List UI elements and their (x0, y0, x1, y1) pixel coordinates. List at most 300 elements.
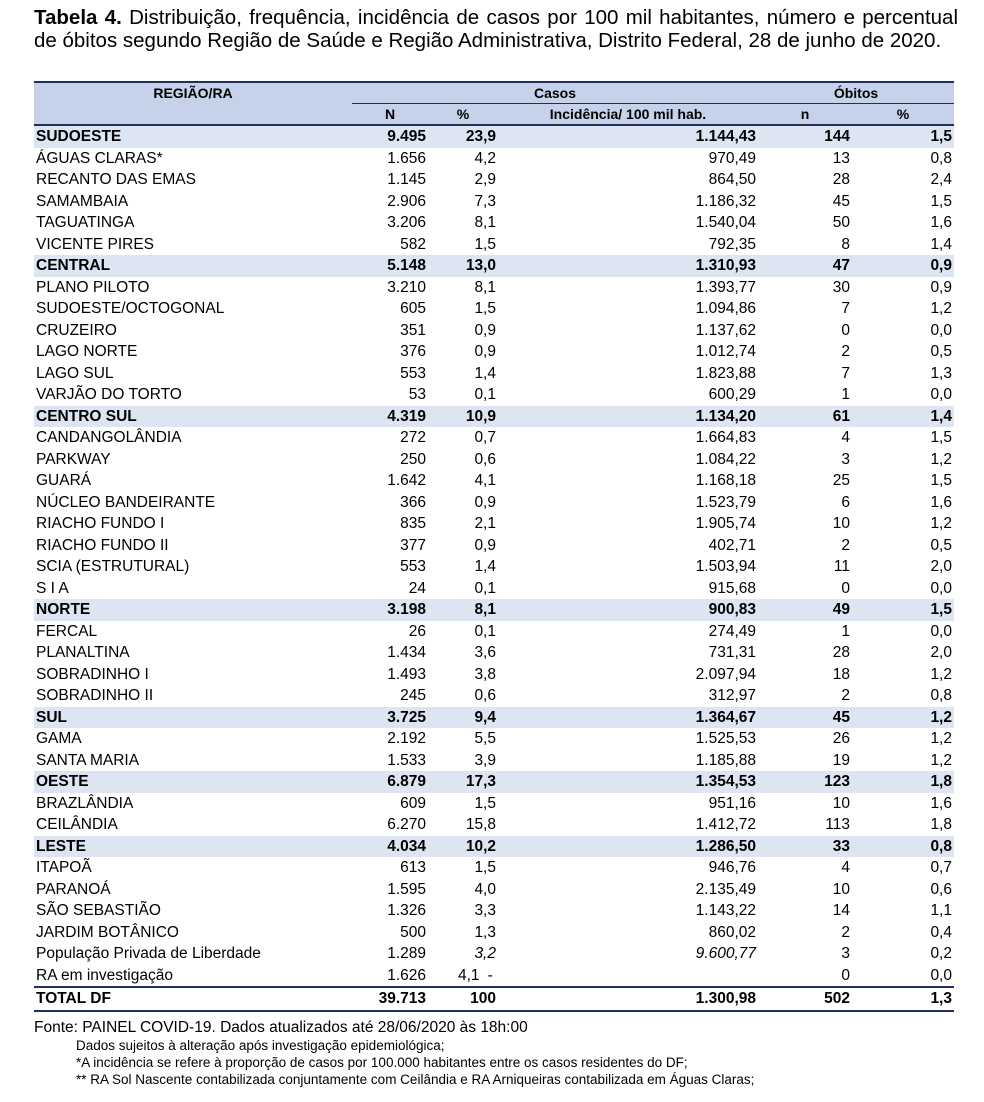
caption-label: Tabela 4. (34, 6, 122, 29)
cell-obitos-n: 3 (841, 945, 850, 963)
cell-obitos-n: 30 (832, 278, 850, 296)
cell-incidencia: 1.012,74 (695, 343, 756, 361)
cell-pct: 1,4 (474, 364, 496, 382)
cell-n: 245 (400, 687, 426, 705)
table-row (34, 943, 954, 965)
cell-incidencia: 860,02 (708, 923, 756, 941)
cell-n: 553 (400, 364, 426, 382)
table-row (34, 900, 954, 922)
cell-pct: 7,3 (474, 192, 496, 210)
cell-name: CANDANGOLÂNDIA (36, 429, 182, 447)
cell-pct: 0,9 (474, 321, 496, 339)
cell-obitos-n: 2 (841, 687, 850, 705)
table-row (34, 965, 954, 988)
cell-obitos-n: 33 (758, 836, 852, 858)
cell-obitos-n: 6 (841, 493, 850, 511)
cell-obitos-n: 4 (841, 859, 850, 877)
cell-obitos-n: 50 (832, 214, 850, 232)
table-row (34, 277, 954, 299)
cell-obitos-n: 10 (832, 880, 850, 898)
cell-name: SCIA (ESTRUTURAL) (36, 558, 190, 576)
cell-name: SAMAMBAIA (36, 192, 129, 210)
cell-name: População Privada de Liberdade (36, 945, 261, 963)
cell-n: 1.642 (387, 472, 426, 490)
cell-obitos-pct: 1,2 (930, 450, 952, 468)
cell-obitos-n: 8 (841, 235, 850, 253)
cell-obitos-n: 4 (841, 429, 850, 447)
cell-obitos-n: 10 (832, 515, 850, 533)
cell-pct: 3,6 (474, 644, 496, 662)
cell-obitos-n: 1 (841, 386, 850, 404)
cell-obitos-pct: 1,5 (852, 599, 954, 621)
cell-obitos-n: 144 (758, 125, 852, 148)
cell-pct: 3,2 (474, 945, 496, 963)
cell-pct: 2,1 (474, 515, 496, 533)
cell-obitos-pct: 1,6 (930, 794, 952, 812)
cell-n: 272 (400, 429, 426, 447)
cell-incidencia: 1.137,62 (695, 321, 756, 339)
cell-obitos-pct: 0,0 (930, 966, 952, 984)
cell-pct: 13,0 (428, 255, 498, 277)
cell-incidencia: 1.523,79 (695, 493, 756, 511)
cell-pct: 1,5 (474, 300, 496, 318)
cell-obitos-pct: 0,2 (930, 945, 952, 963)
cell-incidencia: 1.168,18 (695, 472, 756, 490)
cell-name: CENTRO SUL (34, 406, 352, 428)
cell-obitos-pct: 0,0 (930, 579, 952, 597)
cell-incidencia: 1.094,86 (695, 300, 756, 318)
cell-name: SUDOESTE (34, 125, 352, 148)
cell-pct: 4,2 (474, 149, 496, 167)
cell-obitos-n: 49 (758, 599, 852, 621)
header-casos: Casos (352, 82, 758, 104)
cell-name: VARJÃO DO TORTO (36, 386, 182, 404)
cell-n: 250 (400, 450, 426, 468)
cell-obitos-pct: 1,4 (930, 235, 952, 253)
cell-obitos-pct: 1,2 (930, 300, 952, 318)
cell-n: 835 (400, 515, 426, 533)
table-row (34, 621, 954, 643)
table-row (34, 298, 954, 320)
cell-n: 26 (408, 622, 426, 640)
cell-n: 582 (400, 235, 426, 253)
header-pct: % (428, 104, 498, 126)
footnote-note1: Dados sujeitos à alteração após investigação epidemiológica; (76, 1038, 445, 1053)
cell-incidencia: 1.134,20 (498, 406, 758, 428)
cell-obitos-n: 11 (833, 558, 850, 576)
cell-pct: 4,0 (474, 880, 496, 898)
cell-obitos-n: 7 (841, 300, 850, 318)
cell-n: 39.713 (352, 987, 428, 1011)
table-row (34, 212, 954, 234)
cell-incidencia: 1.185,88 (695, 751, 756, 769)
cell-incidencia: 731,31 (708, 644, 756, 662)
cell-incidencia: 1.540,04 (695, 214, 756, 232)
cell-n: 613 (400, 859, 426, 877)
cell-incidencia: 951,16 (708, 794, 756, 812)
cell-n: 1.595 (387, 880, 426, 898)
total-row (34, 987, 954, 1011)
cell-n: 4.319 (352, 406, 428, 428)
cell-n: 3.206 (387, 214, 426, 232)
cell-n: 1.145 (387, 171, 426, 189)
cell-pct: 17,3 (428, 771, 498, 793)
cell-pct: 4,1 - (458, 966, 493, 984)
cell-n: 4.034 (352, 836, 428, 858)
cell-obitos-pct: 0,4 (930, 923, 952, 941)
cell-obitos-pct: 1,6 (930, 493, 952, 511)
header-obitos: Óbitos (758, 82, 954, 104)
cell-incidencia: 1.354,53 (498, 771, 758, 793)
table-row (34, 922, 954, 944)
cell-pct: 3,9 (474, 751, 496, 769)
table-row (34, 384, 954, 406)
cell-obitos-n: 25 (832, 472, 850, 490)
cell-obitos-n: 14 (832, 902, 850, 920)
cell-pct: 1,5 (474, 235, 496, 253)
cell-pct: 0,9 (474, 343, 496, 361)
cell-name: CRUZEIRO (36, 321, 117, 339)
cell-obitos-n: 1 (841, 622, 850, 640)
region-row (34, 771, 954, 793)
cell-obitos-pct: 1,3 (930, 364, 952, 382)
cell-n: 605 (400, 300, 426, 318)
cell-name: SANTA MARIA (36, 751, 140, 769)
cell-obitos-pct: 1,2 (930, 665, 952, 683)
cell-incidencia: 1.823,88 (695, 364, 756, 382)
cell-incidencia: 1.525,53 (695, 730, 756, 748)
cell-obitos-pct: 1,5 (852, 125, 954, 148)
cell-name: RA em investigação (36, 966, 173, 984)
cell-n: 3.198 (352, 599, 428, 621)
cell-name: LAGO SUL (36, 364, 114, 382)
cell-obitos-pct: 1,2 (930, 515, 952, 533)
cell-incidencia: 1.286,50 (498, 836, 758, 858)
cell-incidencia: 915,68 (708, 579, 756, 597)
cell-name: ITAPOÃ (36, 859, 92, 877)
table-row (34, 535, 954, 557)
table-row (34, 664, 954, 686)
cell-obitos-n: 28 (832, 171, 850, 189)
cell-obitos-pct: 1,5 (930, 472, 952, 490)
cell-n: 1.493 (387, 665, 426, 683)
cell-pct: 8,1 (474, 278, 496, 296)
table-row (34, 857, 954, 879)
cell-pct: 0,6 (474, 450, 496, 468)
header-row-top (34, 82, 954, 104)
table-row (34, 793, 954, 815)
cell-incidencia: 1.393,77 (695, 278, 756, 296)
cell-incidencia: 9.600,77 (695, 945, 756, 963)
table-row (34, 513, 954, 535)
cell-pct: 0,1 (474, 386, 496, 404)
cell-incidencia: 1.084,22 (695, 450, 756, 468)
cell-obitos-pct: 0,0 (930, 386, 952, 404)
cell-n: 2.906 (387, 192, 426, 210)
header-n: N (352, 104, 428, 126)
cell-name: CENTRAL (34, 255, 352, 277)
cell-obitos-pct: 1,8 (852, 771, 954, 793)
cell-obitos-pct: 0,9 (852, 255, 954, 277)
cell-pct: 23,9 (428, 125, 498, 148)
cell-n: 2.192 (387, 730, 426, 748)
cell-pct: 15,8 (465, 816, 496, 834)
cell-pct: 1,5 (474, 794, 496, 812)
cell-name: RECANTO DAS EMAS (36, 171, 196, 189)
cell-obitos-pct: 2,4 (930, 171, 952, 189)
cell-n: 1.289 (387, 945, 426, 963)
cell-name: PLANO PILOTO (36, 278, 150, 296)
cell-obitos-n: 7 (841, 364, 850, 382)
cell-name: CEILÂNDIA (36, 816, 118, 834)
cell-obitos-pct: 1,1 (930, 902, 952, 920)
cell-name: PARANOÁ (36, 880, 111, 898)
cell-pct: 5,5 (474, 730, 496, 748)
cell-obitos-pct: 0,0 (930, 622, 952, 640)
cell-n: 9.495 (352, 125, 428, 148)
cell-incidencia: 900,83 (498, 599, 758, 621)
cell-obitos-pct: 2,0 (930, 558, 952, 576)
cell-pct: 3,3 (474, 902, 496, 920)
cell-obitos-pct: 0,8 (852, 836, 954, 858)
cell-obitos-n: 502 (758, 987, 852, 1011)
table-row (34, 427, 954, 449)
cell-name: GAMA (36, 730, 82, 748)
cell-name: GUARÁ (36, 472, 92, 490)
cell-obitos-n: 113 (825, 816, 850, 834)
cell-incidencia: 1.143,22 (695, 902, 756, 920)
cell-incidencia: 274,49 (708, 622, 756, 640)
cell-name: RIACHO FUNDO I (36, 515, 165, 533)
cell-pct: 1,4 (474, 558, 496, 576)
cell-obitos-n: 18 (832, 665, 850, 683)
cell-obitos-pct: 0,5 (930, 536, 952, 554)
header-incidencia: Incidência/ 100 mil hab. (498, 104, 758, 126)
cell-name: LESTE (34, 836, 352, 858)
header-row-sub (34, 104, 954, 126)
cell-n: 1.434 (387, 644, 426, 662)
cell-pct: 3,8 (474, 665, 496, 683)
table-row (34, 685, 954, 707)
cell-incidencia: 600,29 (708, 386, 756, 404)
region-row (34, 125, 954, 148)
cell-pct: 8,1 (428, 599, 498, 621)
cell-obitos-n: 2 (841, 923, 850, 941)
cell-n: 351 (400, 321, 426, 339)
cell-obitos-pct: 0,5 (930, 343, 952, 361)
table-row (34, 234, 954, 256)
table-row (34, 492, 954, 514)
cell-pct: 100 (428, 987, 498, 1011)
cell-name: JARDIM BOTÂNICO (36, 923, 179, 941)
cell-n: 553 (400, 558, 426, 576)
cell-obitos-pct: 0,0 (930, 321, 952, 339)
cell-obitos-n: 2 (841, 536, 850, 554)
footnote-note2: *A incidência se refere à proporção de casos por 100.000 habitantes entre os casos residentes do DF; (76, 1055, 688, 1070)
table-row (34, 814, 954, 836)
cell-obitos-n: 0 (841, 321, 850, 339)
cell-n: 3.210 (387, 278, 426, 296)
cell-pct: 1,3 (474, 923, 496, 941)
cell-pct: 10,2 (428, 836, 498, 858)
cell-name: PLANALTINA (36, 644, 130, 662)
cell-pct: 0,1 (474, 579, 496, 597)
table-row (34, 728, 954, 750)
cell-pct: 1,5 (474, 859, 496, 877)
table-row (34, 879, 954, 901)
cell-obitos-pct: 2,0 (930, 644, 952, 662)
cell-incidencia: 1.310,93 (498, 255, 758, 277)
cell-obitos-pct: 1,3 (852, 987, 954, 1011)
cell-name: SUDOESTE/OCTOGONAL (36, 300, 225, 318)
cell-incidencia: 1.364,67 (498, 707, 758, 729)
cell-n: 3.725 (352, 707, 428, 729)
caption-text: Distribuição, frequência, incidência de casos por 100 mil habitantes, número e percentual de óbitos segundo Região de Saúde e Região Administrativa, Distrito Federal, 28 de junho de 2020. (34, 6, 958, 52)
cell-incidencia: 1.186,32 (695, 192, 756, 210)
cell-n: 6.270 (387, 816, 426, 834)
cell-pct: 0,7 (474, 429, 496, 447)
header-obitos-n: n (758, 104, 852, 126)
cell-name: RIACHO FUNDO II (36, 536, 169, 554)
cell-obitos-pct: 1,2 (930, 730, 952, 748)
cell-incidencia: 970,49 (708, 149, 756, 167)
cell-n: 1.533 (387, 751, 426, 769)
table-row (34, 363, 954, 385)
table-row (34, 320, 954, 342)
cell-n: 24 (408, 579, 426, 597)
cell-pct: 0,9 (474, 493, 496, 511)
table-row (34, 642, 954, 664)
header-region: REGIÃO/RA (34, 82, 352, 104)
region-row (34, 599, 954, 621)
cell-name: SOBRADINHO I (36, 665, 149, 683)
cell-obitos-pct: 0,7 (930, 859, 952, 877)
cell-obitos-n: 28 (832, 644, 850, 662)
cell-obitos-n: 47 (758, 255, 852, 277)
cell-obitos-pct: 1,4 (852, 406, 954, 428)
cell-pct: 4,1 (474, 472, 496, 490)
cell-pct: 8,1 (474, 214, 496, 232)
cell-incidencia: 1.503,94 (695, 558, 756, 576)
cell-obitos-n: 13 (832, 149, 850, 167)
cell-n: 5.148 (352, 255, 428, 277)
cell-incidencia: 946,76 (708, 859, 756, 877)
cell-obitos-n: 45 (758, 707, 852, 729)
cell-n: 500 (400, 923, 426, 941)
cell-name: NORTE (34, 599, 352, 621)
cell-name: ÁGUAS CLARAS* (36, 149, 163, 167)
cell-name: SOBRADINHO II (36, 687, 154, 705)
cell-obitos-n: 0 (841, 966, 850, 984)
header-obitos-pct: % (852, 104, 954, 126)
cell-name: SÃO SEBASTIÃO (36, 902, 161, 920)
cell-n: 6.879 (352, 771, 428, 793)
cell-name: VICENTE PIRES (36, 235, 154, 253)
cell-name: S I A (36, 579, 69, 597)
cell-obitos-pct: 1,8 (930, 816, 952, 834)
cell-name: NÚCLEO BANDEIRANTE (36, 493, 216, 511)
region-row (34, 406, 954, 428)
footnote-note3: ** RA Sol Nascente contabilizada conjuntamente com Ceilândia e RA Arniqueiras contabilizada em Águas Claras; (76, 1072, 755, 1087)
table-row (34, 341, 954, 363)
region-row (34, 836, 954, 858)
cell-name: LAGO NORTE (36, 343, 138, 361)
cell-obitos-n: 2 (841, 343, 850, 361)
cell-incidencia: 1.905,74 (695, 515, 756, 533)
table-caption (34, 6, 958, 52)
cases-table (34, 81, 954, 1012)
cell-obitos-pct: 0,8 (930, 149, 952, 167)
cell-n: 377 (400, 536, 426, 554)
cell-n: 366 (400, 493, 426, 511)
cell-obitos-pct: 1,2 (852, 707, 954, 729)
cell-n: 1.326 (387, 902, 426, 920)
table-row (34, 750, 954, 772)
cell-name: FERCAL (36, 622, 98, 640)
cell-obitos-pct: 1,2 (930, 751, 952, 769)
cell-incidencia: 864,50 (708, 171, 756, 189)
footnotes (34, 1019, 964, 1088)
table-row (34, 169, 954, 191)
cell-n: 1.626 (387, 966, 426, 984)
cell-incidencia: 792,35 (708, 235, 756, 253)
cell-obitos-n: 19 (832, 751, 850, 769)
cell-n: 376 (400, 343, 426, 361)
cell-obitos-pct: 0,9 (930, 278, 952, 296)
cell-n: 609 (400, 794, 426, 812)
header-region-spacer (34, 104, 352, 126)
cell-obitos-pct: 1,5 (930, 429, 952, 447)
cell-pct: 2,9 (474, 171, 496, 189)
cell-obitos-n: 26 (832, 730, 850, 748)
table-row (34, 449, 954, 471)
cell-incidencia: 1.144,43 (498, 125, 758, 148)
cell-obitos-n: 61 (758, 406, 852, 428)
cell-pct: 10,9 (428, 406, 498, 428)
cell-obitos-pct: 1,6 (930, 214, 952, 232)
cell-obitos-pct: 1,5 (930, 192, 952, 210)
cell-obitos-n: 0 (841, 579, 850, 597)
cell-name: PARKWAY (36, 450, 111, 468)
region-row (34, 707, 954, 729)
cell-name: OESTE (34, 771, 352, 793)
cell-incidencia: 1.412,72 (695, 816, 756, 834)
table-row (34, 578, 954, 600)
table-row (34, 470, 954, 492)
cell-pct: 0,1 (474, 622, 496, 640)
cell-incidencia: 312,97 (708, 687, 756, 705)
cell-obitos-pct: 0,8 (930, 687, 952, 705)
cell-pct: 0,9 (474, 536, 496, 554)
cell-incidencia: 1.664,83 (695, 429, 756, 447)
cell-incidencia: 2.135,49 (695, 880, 756, 898)
cell-pct: 9,4 (428, 707, 498, 729)
footnote-source: Fonte: PAINEL COVID-19. Dados atualizados até 28/06/2020 às 18h:00 (34, 1019, 528, 1036)
table-row (34, 191, 954, 213)
table-row (34, 148, 954, 170)
cell-n: 1.656 (387, 149, 426, 167)
region-row (34, 255, 954, 277)
cell-name: BRAZLÂNDIA (36, 794, 134, 812)
cell-name: SUL (34, 707, 352, 729)
cell-name: TAGUATINGA (36, 214, 135, 232)
cell-name: TOTAL DF (34, 987, 352, 1011)
cell-obitos-n: 45 (832, 192, 850, 210)
cell-obitos-n: 3 (841, 450, 850, 468)
cell-pct: 0,6 (474, 687, 496, 705)
cell-incidencia (498, 965, 758, 988)
table-row (34, 556, 954, 578)
